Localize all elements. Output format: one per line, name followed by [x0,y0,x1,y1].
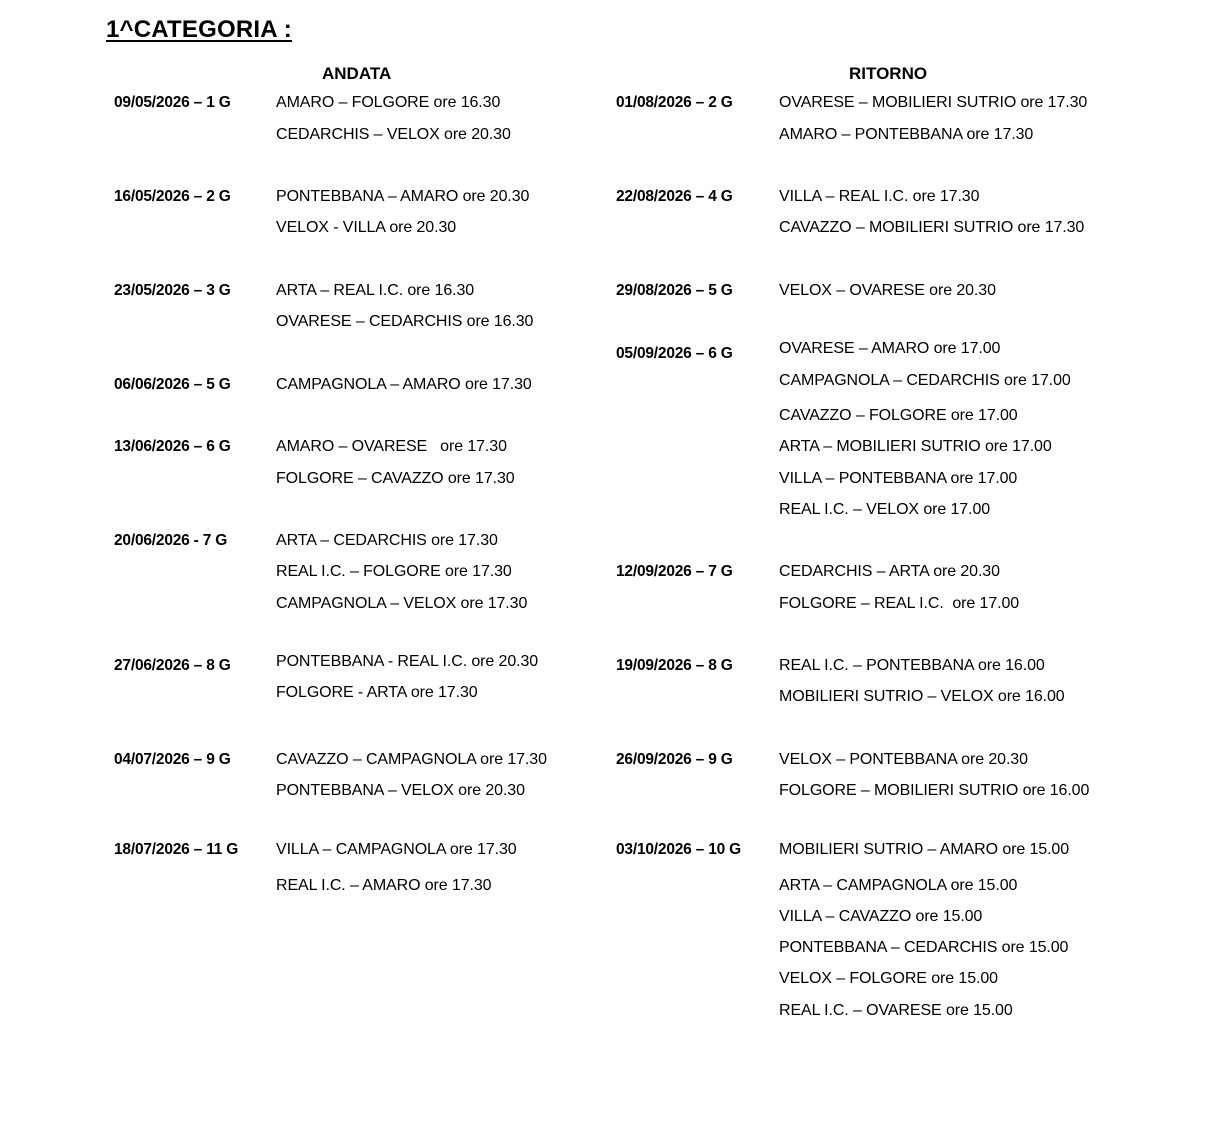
andata-match: CAMPAGNOLA – AMARO ore 17.30 [276,376,532,393]
andata-date-5: 13/06/2026 – 6 G [114,438,231,455]
andata-match: FOLGORE – CAVAZZO ore 17.30 [276,470,515,487]
ritorno-match: FOLGORE – REAL I.C. ore 17.00 [779,595,1020,612]
ritorno-match: VILLA – REAL I.C. ore 17.30 [779,188,980,205]
andata-date-2: 16/05/2026 – 2 G [114,188,231,205]
ritorno-match: REAL I.C. – OVARESE ore 15.00 [779,1002,1013,1019]
andata-match: FOLGORE - ARTA ore 17.30 [276,684,478,701]
ritorno-match: ARTA – MOBILIERI SUTRIO ore 17.00 [779,438,1052,455]
andata-match: AMARO – OVARESE ore 17.30 [276,438,507,455]
andata-match: ARTA – REAL I.C. ore 16.30 [276,282,475,299]
ritorno-match: VILLA – PONTEBBANA ore 17.00 [779,470,1018,487]
ritorno-match: CEDARCHIS – ARTA ore 20.30 [779,563,1000,580]
andata-header: ANDATA [322,64,392,83]
ritorno-date-5: 12/09/2026 – 7 G [616,563,733,580]
andata-date-9: 18/07/2026 – 11 G [114,841,239,858]
andata-date-6: 20/06/2026 - 7 G [114,532,228,549]
andata-match: AMARO – FOLGORE ore 16.30 [276,94,501,111]
andata-match: PONTEBBANA - REAL I.C. ore 20.30 [276,653,539,670]
andata-match: CAVAZZO – CAMPAGNOLA ore 17.30 [276,751,547,768]
ritorno-match: CAVAZZO – MOBILIERI SUTRIO ore 17.30 [779,219,1085,236]
andata-date-8: 04/07/2026 – 9 G [114,751,231,768]
ritorno-match: VELOX – PONTEBBANA ore 20.30 [779,751,1028,768]
ritorno-match: OVARESE – AMARO ore 17.00 [779,340,1001,357]
andata-match: OVARESE – CEDARCHIS ore 16.30 [276,313,534,330]
ritorno-match: AMARO – PONTEBBANA ore 17.30 [779,126,1034,143]
ritorno-date-4: 05/09/2026 – 6 G [616,345,733,362]
ritorno-match: ARTA – CAMPAGNOLA ore 15.00 [779,877,1018,894]
ritorno-date-2: 22/08/2026 – 4 G [616,188,733,205]
ritorno-match: PONTEBBANA – CEDARCHIS ore 15.00 [779,939,1069,956]
ritorno-match: VILLA – CAVAZZO ore 15.00 [779,908,983,925]
andata-match: ARTA – CEDARCHIS ore 17.30 [276,532,498,549]
ritorno-match: MOBILIERI SUTRIO – VELOX ore 16.00 [779,688,1065,705]
ritorno-match: OVARESE – MOBILIERI SUTRIO ore 17.30 [779,94,1088,111]
andata-date-7: 27/06/2026 – 8 G [114,657,231,674]
andata-match: VELOX - VILLA ore 20.30 [276,219,457,236]
ritorno-match: CAVAZZO – FOLGORE ore 17.00 [779,407,1018,424]
ritorno-match: VELOX – OVARESE ore 20.30 [779,282,996,299]
andata-match: REAL I.C. – FOLGORE ore 17.30 [276,563,512,580]
ritorno-date-3: 29/08/2026 – 5 G [616,282,733,299]
andata-match: PONTEBBANA – VELOX ore 20.30 [276,782,525,799]
ritorno-match: CAMPAGNOLA – CEDARCHIS ore 17.00 [779,372,1071,389]
andata-match: REAL I.C. – AMARO ore 17.30 [276,877,492,894]
ritorno-header: RITORNO [849,64,928,83]
ritorno-date-7: 26/09/2026 – 9 G [616,751,733,768]
andata-date-4: 06/06/2026 – 5 G [114,376,231,393]
ritorno-date-8: 03/10/2026 – 10 G [616,841,742,858]
ritorno-date-1: 01/08/2026 – 2 G [616,94,733,111]
ritorno-match: REAL I.C. – VELOX ore 17.00 [779,501,991,518]
andata-match: CAMPAGNOLA – VELOX ore 17.30 [276,595,528,612]
ritorno-match: REAL I.C. – PONTEBBANA ore 16.00 [779,657,1045,674]
andata-date-1: 09/05/2026 – 1 G [114,94,231,111]
andata-match: CEDARCHIS – VELOX ore 20.30 [276,126,511,143]
andata-match: PONTEBBANA – AMARO ore 20.30 [276,188,530,205]
andata-match: VILLA – CAMPAGNOLA ore 17.30 [276,841,517,858]
ritorno-match: VELOX – FOLGORE ore 15.00 [779,970,998,987]
ritorno-date-6: 19/09/2026 – 8 G [616,657,733,674]
ritorno-match: MOBILIERI SUTRIO – AMARO ore 15.00 [779,841,1070,858]
category-title: 1^CATEGORIA : [106,16,292,43]
ritorno-match: FOLGORE – MOBILIERI SUTRIO ore 16.00 [779,782,1090,799]
andata-date-3: 23/05/2026 – 3 G [114,282,231,299]
